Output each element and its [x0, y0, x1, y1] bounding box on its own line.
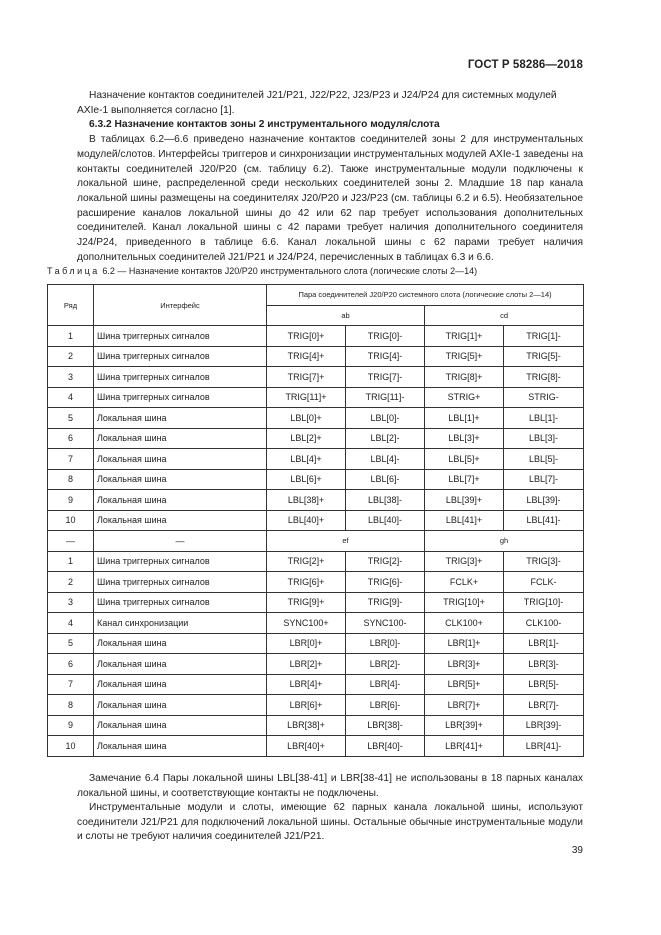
pin-cell: LBR[1]- — [504, 633, 584, 654]
divider-gh: gh — [425, 531, 584, 552]
interface-cell: Локальная шина — [94, 736, 267, 757]
table-row — [48, 736, 584, 757]
pin-cell: LBR[1]+ — [425, 633, 504, 654]
pin-cell: LBL[3]+ — [425, 428, 504, 449]
pin-cell: TRIG[1]- — [504, 326, 584, 347]
pin-cell: TRIG[0]+ — [267, 326, 346, 347]
table-row — [48, 613, 584, 634]
table-row — [48, 346, 584, 367]
table-row — [48, 510, 584, 531]
table-row — [48, 326, 584, 347]
interface-cell: Локальная шина — [94, 674, 267, 695]
header-row: Ряд — [48, 285, 94, 326]
caption-prefix: Таблица — [47, 266, 100, 276]
pin-cell: LBR[3]+ — [425, 654, 504, 675]
pin-cell: LBL[0]- — [346, 408, 425, 429]
interface-cell: Шина триггерных сигналов — [94, 551, 267, 572]
pin-cell: LBR[5]+ — [425, 674, 504, 695]
pin-cell: LBR[38]+ — [267, 715, 346, 736]
pin-cell: FCLK- — [504, 572, 584, 593]
table-row — [48, 715, 584, 736]
row-number-cell: 1 — [48, 326, 94, 347]
pin-cell: LBR[4]+ — [267, 674, 346, 695]
interface-cell: Локальная шина — [94, 428, 267, 449]
table-row — [48, 572, 584, 593]
interface-cell: Локальная шина — [94, 695, 267, 716]
pin-cell: TRIG[3]+ — [425, 551, 504, 572]
table-divider — [48, 531, 584, 552]
table-row — [48, 367, 584, 388]
intro-line-2: AXIe-1 выполняется согласно [1]. — [77, 104, 235, 116]
table-row — [48, 695, 584, 716]
pin-cell: TRIG[11]- — [346, 387, 425, 408]
pin-cell: TRIG[3]- — [504, 551, 584, 572]
pin-cell: LBR[7]+ — [425, 695, 504, 716]
pin-cell: LBR[40]- — [346, 736, 425, 757]
pin-cell: LBL[40]- — [346, 510, 425, 531]
row-number-cell: 1 — [48, 551, 94, 572]
table-row — [48, 674, 584, 695]
row-number-cell: 8 — [48, 695, 94, 716]
pin-cell: LBL[40]+ — [267, 510, 346, 531]
pin-cell: LBR[7]- — [504, 695, 584, 716]
pin-cell: LBR[39]- — [504, 715, 584, 736]
pin-cell: LBL[39]- — [504, 490, 584, 511]
pin-cell: SYNC100- — [346, 613, 425, 634]
pin-cell: LBL[0]+ — [267, 408, 346, 429]
notes-block — [77, 772, 583, 845]
pin-cell: TRIG[6]+ — [267, 572, 346, 593]
pin-cell: TRIG[0]- — [346, 326, 425, 347]
row-number-cell: 5 — [48, 633, 94, 654]
interface-cell: Шина триггерных сигналов — [94, 326, 267, 347]
table-section-2 — [48, 551, 584, 756]
pin-cell: LBL[2]- — [346, 428, 425, 449]
pin-cell: LBL[3]- — [504, 428, 584, 449]
pin-cell: STRIG- — [504, 387, 584, 408]
page-number: 39 — [571, 845, 583, 856]
interface-cell: Локальная шина — [94, 654, 267, 675]
row-number-cell: 4 — [48, 387, 94, 408]
section-title: 6.3.2 Назначение контактов зоны 2 инструментального модуля/слота — [89, 119, 440, 131]
pin-cell: LBR[3]- — [504, 654, 584, 675]
interface-cell: Канал синхронизации — [94, 613, 267, 634]
table-section-1 — [48, 326, 584, 531]
pin-cell: LBL[2]+ — [267, 428, 346, 449]
pin-cell: LBR[2]+ — [267, 654, 346, 675]
pin-cell: LBL[1]+ — [425, 408, 504, 429]
pin-cell: CLK100+ — [425, 613, 504, 634]
intro-line-1: Назначение контактов соединителей J21/P21, J22/P22, J23/P23 и J24/P24 для системных модулей — [89, 90, 557, 101]
row-number-cell: 6 — [48, 428, 94, 449]
table-row — [48, 654, 584, 675]
pin-cell: TRIG[4]- — [346, 346, 425, 367]
row-number-cell: 3 — [48, 592, 94, 613]
pin-cell: LBR[41]- — [504, 736, 584, 757]
pin-cell: LBR[41]+ — [425, 736, 504, 757]
pin-cell: TRIG[7]+ — [267, 367, 346, 388]
pin-cell: CLK100- — [504, 613, 584, 634]
pin-cell: LBL[38]- — [346, 490, 425, 511]
row-number-cell: 2 — [48, 346, 94, 367]
pin-cell: LBL[6]- — [346, 469, 425, 490]
pin-cell: LBL[4]- — [346, 449, 425, 470]
row-number-cell: 9 — [48, 715, 94, 736]
pin-cell: TRIG[6]- — [346, 572, 425, 593]
note-2: Инструментальные модули и слоты, имеющие 62 парных канала локальной шины, используют соединители J21/P21 для подключений локальной шины. Остальные обычные инструментальные модули и слоты не требуют наличия соединителей J21/P21. — [77, 802, 583, 842]
row-number-cell: 8 — [48, 469, 94, 490]
table-row — [48, 469, 584, 490]
pin-cell: STRIG+ — [425, 387, 504, 408]
divider-interface-cell: — — [94, 531, 267, 552]
pin-cell: LBL[5]- — [504, 449, 584, 470]
row-number-cell: 7 — [48, 674, 94, 695]
pin-table — [47, 284, 584, 757]
interface-cell: Локальная шина — [94, 408, 267, 429]
standard-header: ГОСТ Р 58286—2018 — [467, 59, 583, 71]
note-1: Замечание 6.4 Пары локальной шины LBL[38-41] и LBR[38-41] не использованы в 18 парных каналах локальной шины, и соответствующие контакты не подключены. — [77, 773, 583, 799]
row-number-cell: 5 — [48, 408, 94, 429]
pin-cell: LBR[6]- — [346, 695, 425, 716]
header-ab: ab — [267, 305, 425, 326]
pin-cell: TRIG[9]+ — [267, 592, 346, 613]
table-row — [48, 387, 584, 408]
row-number-cell: 10 — [48, 510, 94, 531]
header-pair: Пара соединителей J20/P20 системного слота (логические слоты 2—14) — [267, 285, 584, 306]
table-row — [48, 551, 584, 572]
divider-ef: ef — [267, 531, 425, 552]
intro-block — [77, 89, 583, 265]
pin-cell: LBR[5]- — [504, 674, 584, 695]
pin-cell: LBR[39]+ — [425, 715, 504, 736]
row-number-cell: 3 — [48, 367, 94, 388]
pin-cell: LBR[6]+ — [267, 695, 346, 716]
pin-cell: TRIG[10]- — [504, 592, 584, 613]
table-row — [48, 449, 584, 470]
interface-cell: Шина триггерных сигналов — [94, 367, 267, 388]
table-row — [48, 592, 584, 613]
header-interface: Интерфейс — [94, 285, 267, 326]
pin-cell: LBL[6]+ — [267, 469, 346, 490]
pin-cell: LBL[7]+ — [425, 469, 504, 490]
row-number-cell: 6 — [48, 654, 94, 675]
pin-cell: TRIG[5]+ — [425, 346, 504, 367]
table-row — [48, 428, 584, 449]
divider-row-cell: — — [48, 531, 94, 552]
interface-cell: Локальная шина — [94, 449, 267, 470]
pin-cell: TRIG[10]+ — [425, 592, 504, 613]
divider-row — [48, 531, 584, 552]
pin-cell: LBL[41]+ — [425, 510, 504, 531]
caption-text: 6.2 — Назначение контактов J20/P20 инструментального слота (логические слоты 2—14) — [102, 266, 478, 276]
pin-cell: LBL[5]+ — [425, 449, 504, 470]
interface-cell: Шина триггерных сигналов — [94, 346, 267, 367]
section-paragraph — [77, 133, 583, 265]
table-caption — [47, 266, 477, 276]
header-cd: cd — [425, 305, 584, 326]
interface-cell: Локальная шина — [94, 490, 267, 511]
section-paragraph-text: В таблицах 6.2—6.6 приведено назначение контактов соединителей зоны 2 для инструментальных модулей/слотов. Интерфейсы триггеров и синхронизации инструментальных модулей AXIe-1 заведены на контакты соединителей J20/P20 (см. таблицу 6.2). Также инструментальные модули подключены к локальной шине, распределенной среди нескольких соединителей зоны 2. Младшие 18 пар канала локальной шины размещены на соединителях J20/P20 и J23/P23 (см. таблицы 6.2 и 6.5). Необязательное расширение каналов локальной шины до 42 или 62 пар требует использования дополнительных соединителей. Канал локальной шины с 42 парами требует наличия дополнительного соединителя J24/P24, приведенного в таблице 6.6. Канал локальной шины с 62 парами требует наличия дополнительных соединителей J21/P21 и J24/P24, перечисленных в таблицах 6.3 и 6.6. — [77, 134, 583, 263]
pin-cell: LBR[38]- — [346, 715, 425, 736]
table-row — [48, 633, 584, 654]
pin-cell: TRIG[2]- — [346, 551, 425, 572]
pin-cell: TRIG[8]- — [504, 367, 584, 388]
pin-cell: LBR[0]- — [346, 633, 425, 654]
interface-cell: Шина триггерных сигналов — [94, 592, 267, 613]
pin-cell: LBL[39]+ — [425, 490, 504, 511]
pin-cell: TRIG[5]- — [504, 346, 584, 367]
interface-cell: Шина триггерных сигналов — [94, 387, 267, 408]
pin-cell: TRIG[2]+ — [267, 551, 346, 572]
pin-cell: LBL[1]- — [504, 408, 584, 429]
row-number-cell: 10 — [48, 736, 94, 757]
row-number-cell: 7 — [48, 449, 94, 470]
pin-cell: LBL[41]- — [504, 510, 584, 531]
pin-cell: TRIG[11]+ — [267, 387, 346, 408]
pin-cell: FCLK+ — [425, 572, 504, 593]
pin-cell: TRIG[9]- — [346, 592, 425, 613]
interface-cell: Шина триггерных сигналов — [94, 572, 267, 593]
interface-cell: Локальная шина — [94, 469, 267, 490]
pin-cell: TRIG[4]+ — [267, 346, 346, 367]
pin-cell: TRIG[8]+ — [425, 367, 504, 388]
pin-cell: LBR[40]+ — [267, 736, 346, 757]
row-number-cell: 2 — [48, 572, 94, 593]
interface-cell: Локальная шина — [94, 510, 267, 531]
interface-cell: Локальная шина — [94, 633, 267, 654]
pin-cell: LBR[4]- — [346, 674, 425, 695]
pin-cell: LBR[0]+ — [267, 633, 346, 654]
interface-cell: Локальная шина — [94, 715, 267, 736]
pin-cell: TRIG[1]+ — [425, 326, 504, 347]
pin-cell: LBL[7]- — [504, 469, 584, 490]
pin-cell: LBL[4]+ — [267, 449, 346, 470]
table-row — [48, 408, 584, 429]
pin-cell: SYNC100+ — [267, 613, 346, 634]
pin-cell: LBL[38]+ — [267, 490, 346, 511]
row-number-cell: 4 — [48, 613, 94, 634]
pin-cell: LBR[2]- — [346, 654, 425, 675]
table-row — [48, 490, 584, 511]
pin-cell: TRIG[7]- — [346, 367, 425, 388]
row-number-cell: 9 — [48, 490, 94, 511]
